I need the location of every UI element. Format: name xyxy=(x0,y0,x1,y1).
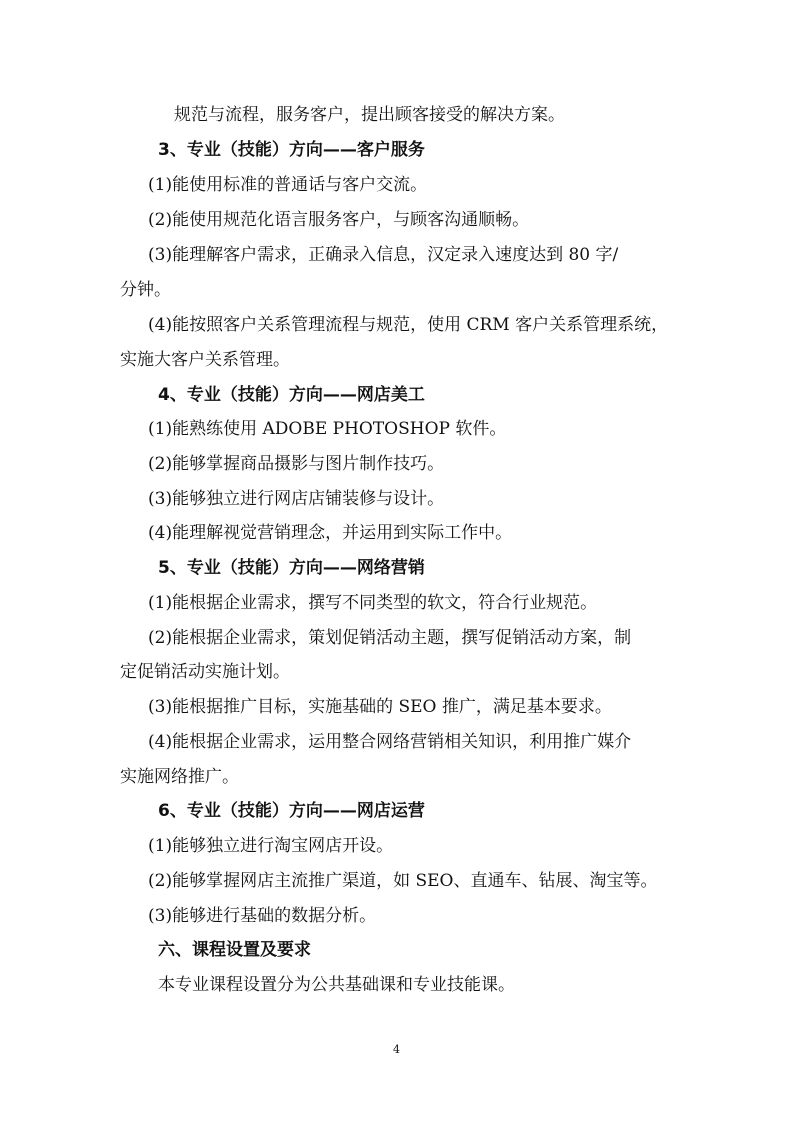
text-line: 定促销活动实施计划。 xyxy=(120,662,290,682)
list-item: (1)能使用标准的普通话与客户交流。 xyxy=(148,175,428,195)
list-item: (2)能够掌握商品摄影与图片制作技巧。 xyxy=(148,454,445,474)
section-heading: 6、专业（技能）方向——网店运营 xyxy=(158,801,425,821)
list-item: (3)能够进行基础的数据分析。 xyxy=(148,906,377,926)
list-item: (2)能根据企业需求，策划促销活动主题，撰写促销活动方案，制 xyxy=(148,628,632,648)
text-line: 本专业课程设置分为公共基础课和专业技能课。 xyxy=(158,975,515,995)
list-item: (3)能理解客户需求，正确录入信息，汉定录入速度达到 80 字/ xyxy=(148,245,619,265)
list-item: (1)能根据企业需求，撰写不同类型的软文，符合行业规范。 xyxy=(148,593,598,613)
list-item: (4)能理解视觉营销理念，并运用到实际工作中。 xyxy=(148,523,513,543)
text-line: 实施网络推广。 xyxy=(120,767,239,787)
page-number: 4 xyxy=(393,1043,400,1056)
list-item: (4)能根据企业需求，运用整合网络营销相关知识，利用推广媒介 xyxy=(148,732,632,752)
section-heading: 5、专业（技能）方向——网络营销 xyxy=(158,558,425,578)
list-item: (2)能够掌握网店主流推广渠道，如 SEO、直通车、钻展、淘宝等。 xyxy=(148,871,658,891)
chapter-heading: 六、课程设置及要求 xyxy=(158,940,311,960)
list-item: (1)能够独立进行淘宝网店开设。 xyxy=(148,836,394,856)
list-item: (3)能够独立进行网店店铺装修与设计。 xyxy=(148,489,445,509)
list-item: (4)能按照客户关系管理流程与规范，使用 CRM 客户关系管理系统， xyxy=(148,315,669,335)
list-item: (2)能使用规范化语言服务客户，与顾客沟通顺畅。 xyxy=(148,210,530,230)
list-item: (1)能熟练使用 ADOBE PHOTOSHOP 软件。 xyxy=(148,419,507,439)
text-line: 规范与流程，服务客户，提出顾客接受的解决方案。 xyxy=(174,105,565,125)
section-heading: 4、专业（技能）方向——网店美工 xyxy=(158,385,425,405)
text-line: 实施大客户关系管理。 xyxy=(120,350,290,370)
section-heading: 3、专业（技能）方向——客户服务 xyxy=(158,140,425,160)
list-item: (3)能根据推广目标，实施基础的 SEO 推广，满足基本要求。 xyxy=(148,697,612,717)
text-line: 分钟。 xyxy=(120,280,171,300)
